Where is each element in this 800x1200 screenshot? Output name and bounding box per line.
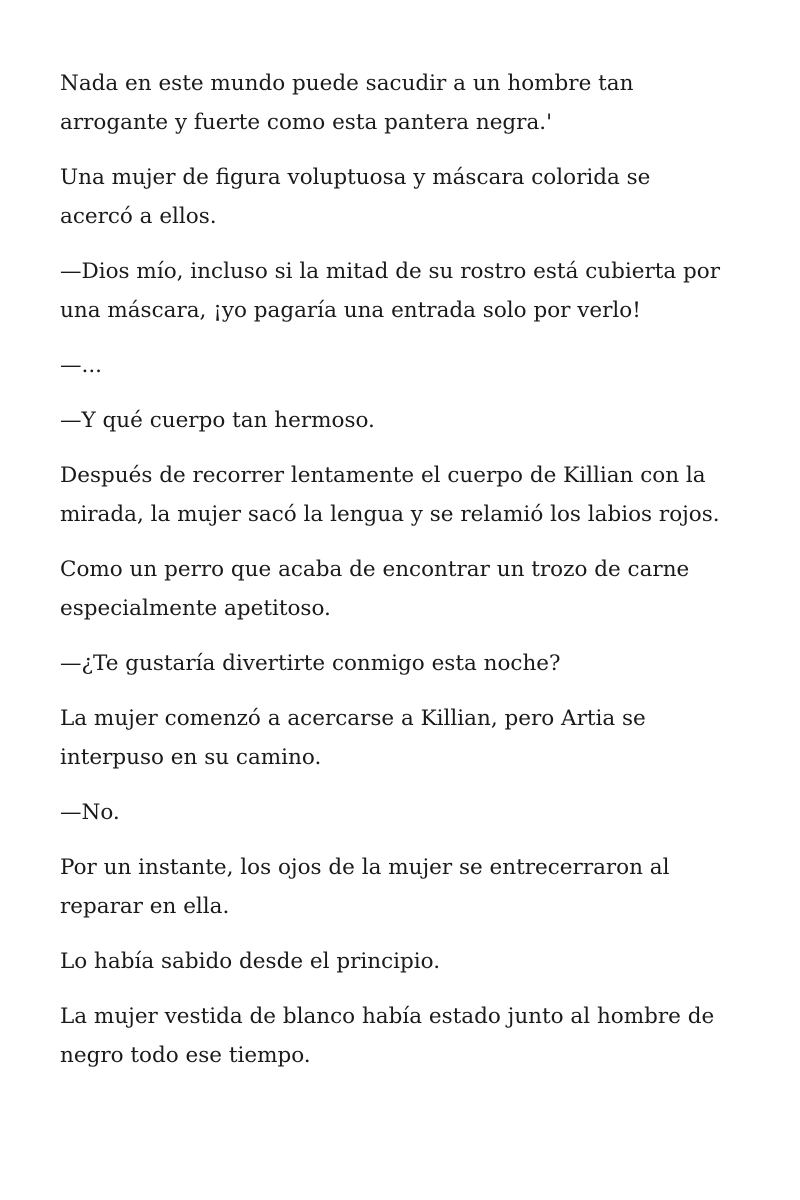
paragraph: —Dios mío, incluso si la mitad de su rostro está cubierta por una máscara, ¡yo pagaría una entrada solo por verlo! bbox=[60, 259, 721, 323]
paragraph: La mujer vestida de blanco había estado junto al hombre de negro todo ese tiempo. bbox=[60, 1004, 715, 1068]
paragraph: Lo había sabido desde el principio. bbox=[60, 949, 441, 974]
paragraph: La mujer comenzó a acercarse a Killian, pero Artia se interpuso en su camino. bbox=[60, 706, 646, 770]
paragraph: —¿Te gustaría divertirte conmigo esta noche? bbox=[60, 651, 561, 676]
paragraph: Después de recorrer lentamente el cuerpo de Killian con la mirada, la mujer sacó la lengua y se relamió los labios rojos. bbox=[60, 463, 720, 527]
paragraph: Como un perro que acaba de encontrar un trozo de carne especialmente apetitoso. bbox=[60, 557, 690, 621]
paragraph: —No. bbox=[60, 800, 120, 825]
paragraph: Nada en este mundo puede sacudir a un hombre tan arrogante y fuerte como esta pantera negra.' bbox=[60, 71, 634, 135]
paragraph: —... bbox=[60, 353, 103, 378]
paragraph: —Y qué cuerpo tan hermoso. bbox=[60, 408, 375, 433]
paragraph: Por un instante, los ojos de la mujer se entrecerraron al reparar en ella. bbox=[60, 855, 670, 919]
paragraph: Una mujer de figura voluptuosa y máscara colorida se acercó a ellos. bbox=[60, 165, 651, 229]
document-body bbox=[60, 64, 750, 1091]
